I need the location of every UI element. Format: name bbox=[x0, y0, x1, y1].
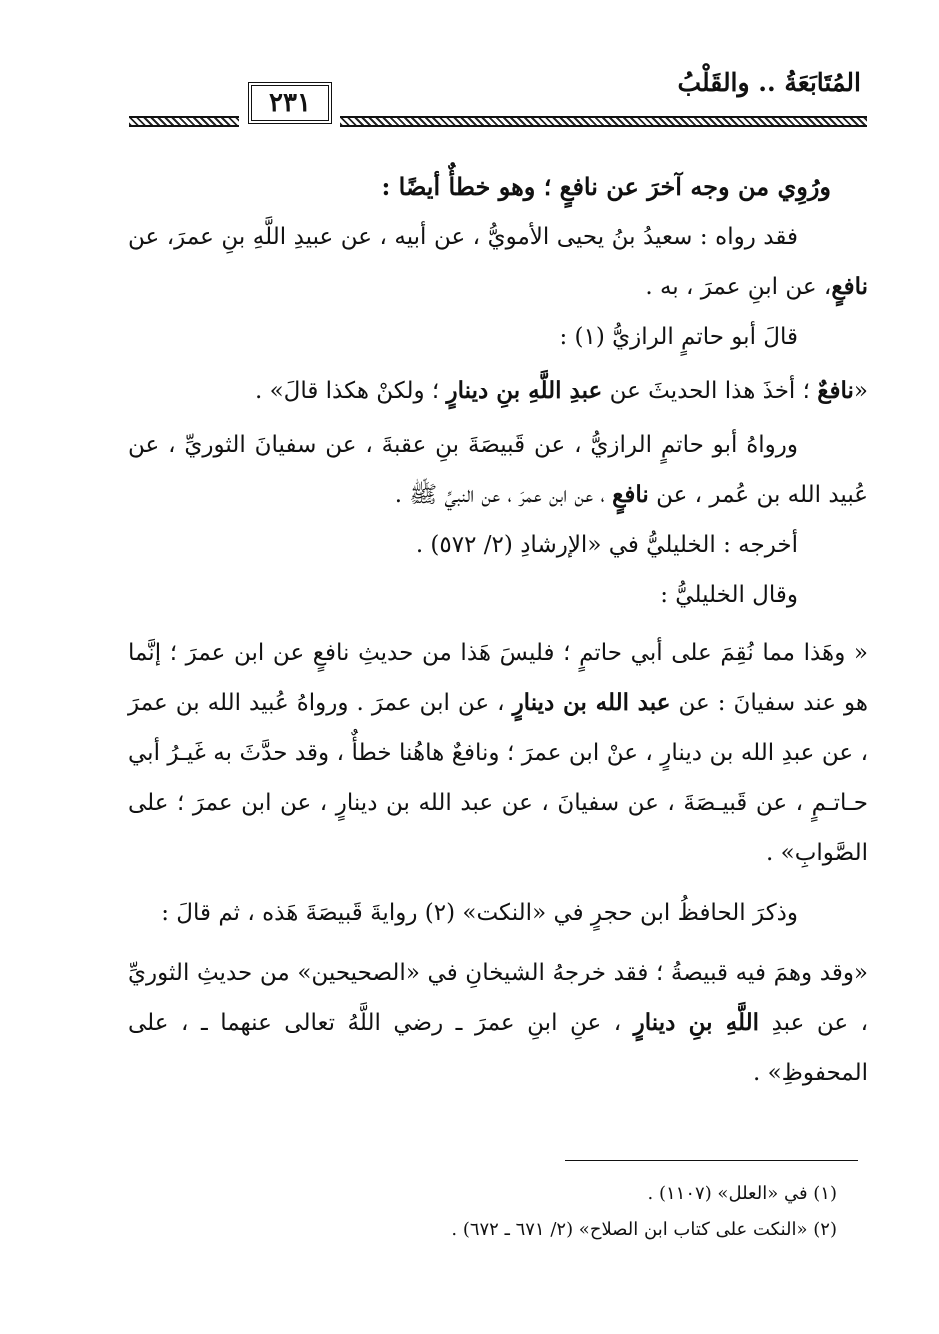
quote-3 bbox=[128, 948, 868, 1098]
quote-1-bold-abdullah: عبدِ اللَّهِ بنِ دينارٍ bbox=[446, 377, 603, 404]
quote-2-bold-abdullah: عبد الله بن دينارٍ bbox=[512, 689, 671, 716]
quote-1-text-a: ؛ أخذَ هذا الحديثَ عن bbox=[602, 378, 818, 404]
paragraph-3-text-b: ، عن ابن عمرَ ، عن النبيِّ ﷺ . bbox=[394, 482, 613, 508]
footnote-separator bbox=[565, 1160, 858, 1161]
quote-1-open: « bbox=[853, 378, 868, 404]
quote-1-text-b: ؛ ولكنْ هكذا قالَ» . bbox=[254, 378, 447, 404]
quote-1 bbox=[128, 366, 868, 416]
footnote-1: (١) في «العلل» (١١٠٧) . bbox=[647, 1183, 837, 1204]
paragraph-5: وقال الخليليُّ : bbox=[660, 582, 798, 608]
paragraph-1-text-a: فقد رواه : سعيدُ بنُ يحيى الأمويُّ ، عن أبيه ، عن عبيدِ اللَّهِ بنِ عمرَ، عن bbox=[128, 224, 798, 250]
paragraph-3-text-a: ورواهُ أبو حاتمٍ الرازيُّ ، عن قَبيصَةَ بنِ عقبةَ ، عن سفيانَ الثوريِّ ، عن عُبيد الله بن عُمر ، عن bbox=[128, 432, 868, 508]
quote-1-bold-nafi: نافعٌ bbox=[817, 377, 854, 404]
quote-3-text-a: «وقد وهمَ فيه قبيصةُ ؛ فقد خرجهُ الشيخانِ في «الصحيحين» من حديثِ الثوريِّ ، عن عبدِ bbox=[128, 960, 869, 1036]
page-number-box bbox=[248, 82, 332, 124]
paragraph-3-bold-nafi: نافعٍ bbox=[612, 481, 649, 508]
quote-3-bold-abdullah: اللَّهِ بنِ دينارٍ bbox=[633, 1009, 760, 1036]
quote-2 bbox=[128, 628, 868, 878]
page-number: ٢٣١ bbox=[269, 88, 311, 118]
paragraph-3 bbox=[128, 420, 868, 520]
paragraph-4: أخرجه : الخليليُّ في «الإرشادِ (٢/ ٥٧٢) . bbox=[415, 532, 798, 558]
paragraph-6: وذكرَ الحافظُ ابن حجرٍ في «النكت» (٢) روايةَ قَبيصَةَ هَذه ، ثم قالَ : bbox=[161, 900, 798, 926]
narrator-nafi: نافعٍ bbox=[831, 273, 868, 300]
quote-3-text-b: ، عنِ ابنِ عمرَ ـ رضي اللَّهُ تعالى عنهما ـ ، على المحفوظِ» . bbox=[128, 1010, 868, 1086]
section-heading: ورُوِي من وجه آخرَ عن نافعٍ ؛ وهو خطأٌ أيضًا : bbox=[381, 172, 831, 201]
footnotes bbox=[128, 1176, 837, 1248]
paragraph-1-text-b: ، عن ابنِ عمرَ ، به . bbox=[645, 274, 832, 300]
main-text bbox=[128, 162, 868, 1102]
running-header-title: المُتَابَعَةُ .. والقَلْبُ bbox=[677, 68, 861, 97]
paragraph-2: قالَ أبو حاتمٍ الرازيُّ (١) : bbox=[559, 324, 798, 350]
quote-2-text-b: ، عن ابن عمرَ . ورواهُ عُبيد الله بن عمرَ ، عن عبدِ الله بن دينارٍ ، عنْ ابن عمرَ ؛ ونافعٌ هاهُنا خطأٌ ، وقد حدَّثَ به غَيـرُ أبي حـاتـمٍ ، عن قَبيـصَةَ ، عن سفيانَ ، عن عبد الله بن دينارٍ ، عن ابن عمرَ ؛ على الصَّوابِ» . bbox=[128, 690, 868, 866]
paragraph-1 bbox=[128, 212, 868, 312]
quote-2-text-a: « وهَذا مما نُقِمَ على أبي حاتمٍ ؛ فليسَ هَذا من حديثِ نافعٍ عن ابن عمرَ ؛ إنَّما هو عند سفيانَ : عن bbox=[128, 640, 868, 716]
header-rule-right bbox=[340, 116, 867, 127]
footnote-2: (٢) «النكت على كتاب ابن الصلاح» (٢/ ٦٧١ ـ ٦٧٢) . bbox=[451, 1219, 837, 1240]
header-rule-left bbox=[129, 116, 239, 127]
